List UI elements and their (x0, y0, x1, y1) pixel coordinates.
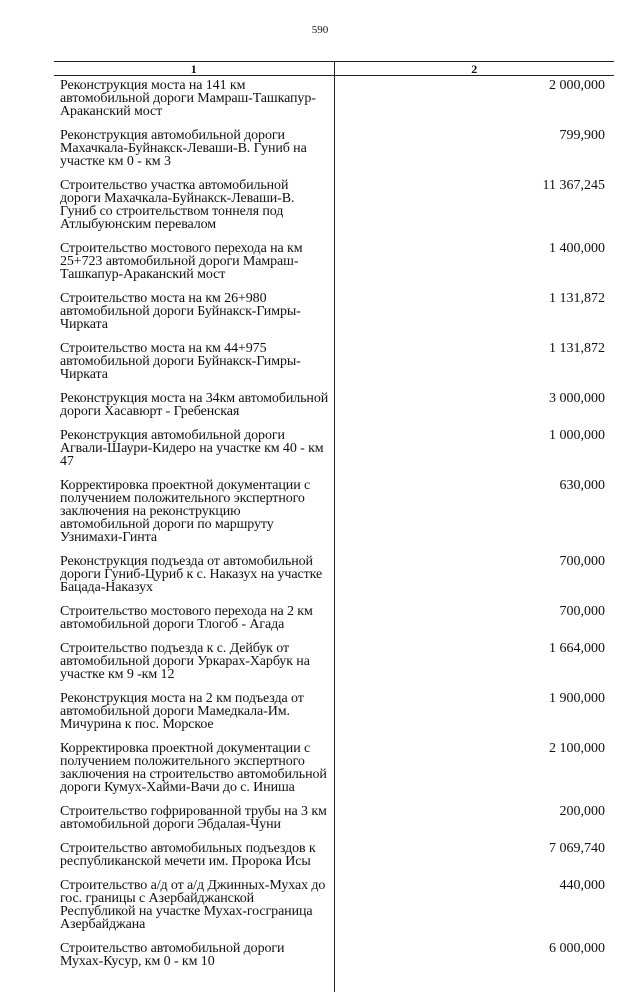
table-row (54, 76, 614, 130)
column-header-2: 2 (334, 62, 614, 76)
row-description: Корректировка проектной документации с получением положительного экспертного заключения на строительство автомобильной дороги Кумух-Хайми-Вачи до с. Иниша (54, 742, 334, 805)
row-description: Корректировка проектной документации с получением положительного экспертного заключения на реконструкцию автомобильной дороги по маршруту Узнимахи-Гинта (54, 479, 334, 555)
row-amount: 1 664,000 (549, 641, 605, 656)
row-amount: 1 131,872 (549, 341, 605, 356)
table-row (54, 805, 614, 842)
row-description: Строительство участка автомобильной дороги Махачкала-Буйнакск-Леваши-В. Гуниб со строительством тоннеля под Атлыбуюнским перевалом (54, 179, 334, 242)
table-row (54, 429, 614, 479)
table-row (54, 879, 614, 942)
row-description: Реконструкция подъезда от автомобильной дороги Гуниб-Цуриб к с. Наказух на участке Бацада-Наказух (54, 555, 334, 605)
table-row (54, 242, 614, 292)
column-header-1: 1 (54, 62, 334, 76)
table-row (54, 842, 614, 879)
table-row (54, 179, 614, 242)
row-description: Строительство мостового перехода на 2 км автомобильной дороги Тлогоб - Агада (54, 605, 334, 642)
row-amount: 7 069,740 (549, 841, 605, 856)
table-row (54, 742, 614, 805)
row-amount: 1 400,000 (549, 241, 605, 256)
row-amount: 1 900,000 (549, 691, 605, 706)
row-amount: 3 000,000 (549, 391, 605, 406)
table-row (54, 555, 614, 605)
row-amount: 440,000 (559, 878, 605, 893)
row-amount: 700,000 (559, 554, 605, 569)
row-description: Строительство гофрированной трубы на 3 км автомобильной дороги Эбдалая-Чуни (54, 805, 334, 842)
row-amount: 2 000,000 (549, 78, 605, 93)
row-amount: 1 131,872 (549, 291, 605, 306)
row-amount: 799,900 (559, 128, 605, 143)
table-row (54, 642, 614, 692)
row-description: Строительство автомобильной дороги Мухах-Кусур, км 0 - км 10 (54, 942, 334, 992)
table-row (54, 605, 614, 642)
table-row (54, 942, 614, 992)
table-row (54, 392, 614, 429)
budget-table (54, 61, 614, 992)
row-amount: 1 000,000 (549, 428, 605, 443)
row-description: Реконструкция автомобильной дороги Агвали-Шаури-Кидеро на участке км 40 - км 47 (54, 429, 334, 479)
row-description: Реконструкция моста на 2 км подъезда от автомобильной дороги Мамедкала-Им. Мичурина к пос. Морское (54, 692, 334, 742)
row-description: Реконструкция моста на 141 км автомобильной дороги Мамраш-Ташкапур-Араканский мост (54, 76, 334, 130)
row-description: Строительство автомобильных подъездов к республиканской мечети им. Пророка Исы (54, 842, 334, 879)
row-amount: 200,000 (559, 804, 605, 819)
row-description: Строительство моста на км 26+980 автомобильной дороги Буйнакск-Гимры-Чирката (54, 292, 334, 342)
table-row (54, 479, 614, 555)
row-description: Строительство а/д от а/д Джинных-Мухах до гос. границы с Азербайджанской Республикой на участке Мухах-госграница Азербайджана (54, 879, 334, 942)
row-amount: 630,000 (559, 478, 605, 493)
table-row (54, 129, 614, 179)
table-row (54, 292, 614, 342)
row-amount: 700,000 (559, 604, 605, 619)
table-row (54, 342, 614, 392)
table-header-row (54, 62, 614, 76)
row-description: Строительство подъезда к с. Дейбук от автомобильной дороги Уркарах-Харбук на участке км 9 -км 12 (54, 642, 334, 692)
row-description: Реконструкция автомобильной дороги Махачкала-Буйнакск-Леваши-В. Гуниб на участке км 0 - км 3 (54, 129, 334, 179)
row-description: Реконструкция моста на 34км автомобильной дороги Хасавюрт - Гребенская (54, 392, 334, 429)
row-amount: 6 000,000 (549, 941, 605, 956)
row-amount: 2 100,000 (549, 741, 605, 756)
row-description: Строительство мостового перехода на км 25+723 автомобильной дороги Мамраш-Ташкапур-Араканский мост (54, 242, 334, 292)
row-description: Строительство моста на км 44+975 автомобильной дороги Буйнакск-Гимры-Чирката (54, 342, 334, 392)
table-row (54, 692, 614, 742)
page-number: 590 (311, 24, 329, 36)
row-amount: 11 367,245 (542, 178, 605, 193)
